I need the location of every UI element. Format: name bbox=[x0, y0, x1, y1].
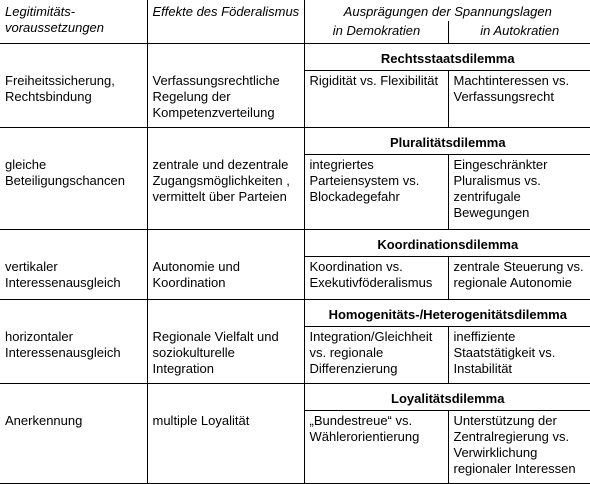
democracy-cell: Integration/Gleichheit vs. regionale Differenzierung bbox=[304, 327, 448, 384]
blank-cell bbox=[147, 300, 304, 327]
header-tension-forms: Ausprägungen der Spannungslagen bbox=[304, 0, 590, 21]
blank-cell bbox=[0, 128, 147, 155]
autocracy-cell: ineffiziente Staatstätigkeit vs. Instabilität bbox=[448, 327, 590, 384]
autocracy-cell: Machtinteressen vs. Verfassungsrecht bbox=[448, 71, 590, 128]
header-row bbox=[0, 0, 590, 21]
dilemma-title: Rechtsstaatsdilemma bbox=[304, 44, 590, 71]
header-democracies: in Demokratien bbox=[304, 21, 448, 44]
effect-cell: zentrale und dezentrale Zugangsmöglichkeiten , vermittelt über Parteien bbox=[147, 155, 304, 230]
blank-cell bbox=[0, 300, 147, 327]
dilemma-row bbox=[0, 44, 590, 71]
header-effects: Effekte des Föderalismus bbox=[147, 0, 304, 44]
democracy-cell: Rigidität vs. Flexibilität bbox=[304, 71, 448, 128]
dilemma-row bbox=[0, 300, 590, 327]
blank-cell bbox=[147, 44, 304, 71]
dilemma-row bbox=[0, 230, 590, 257]
blank-cell bbox=[0, 230, 147, 257]
legitimacy-cell: Anerkennung bbox=[0, 411, 147, 484]
dilemma-title: Koordinationsdilemma bbox=[304, 230, 590, 257]
header-autocracies: in Autokratien bbox=[448, 21, 590, 44]
effect-cell: Regionale Vielfalt und soziokulturelle Integration bbox=[147, 327, 304, 384]
table-row bbox=[0, 327, 590, 384]
democracy-cell: Koordination vs. Exekutivföderalismus bbox=[304, 257, 448, 300]
legitimacy-cell: gleiche Beteiligungschancen bbox=[0, 155, 147, 230]
dilemma-row bbox=[0, 384, 590, 411]
blank-cell bbox=[147, 128, 304, 155]
table-row bbox=[0, 257, 590, 300]
blank-cell bbox=[0, 44, 147, 71]
dilemma-row bbox=[0, 128, 590, 155]
autocracy-cell: Unterstützung der Zentralregierung vs. Verwirklichung regionaler Interessen bbox=[448, 411, 590, 484]
dilemma-title: Loyalitätsdilemma bbox=[304, 384, 590, 411]
legitimacy-cell: vertikaler Interessenausgleich bbox=[0, 257, 147, 300]
dilemma-title: Homogenitäts-/Heterogenitätsdilemma bbox=[304, 300, 590, 327]
effect-cell: multiple Loyalität bbox=[147, 411, 304, 484]
header-legitimacy: Legitimitäts- voraussetzungen bbox=[0, 0, 147, 44]
legitimacy-cell: horizontaler Interessenausgleich bbox=[0, 327, 147, 384]
effect-cell: Autonomie und Koordination bbox=[147, 257, 304, 300]
autocracy-cell: zentrale Steuerung vs. regionale Autonomie bbox=[448, 257, 590, 300]
effect-cell: Verfassungsrechtliche Regelung der Kompetenzverteilung bbox=[147, 71, 304, 128]
blank-cell bbox=[147, 384, 304, 411]
table-row bbox=[0, 71, 590, 128]
legitimacy-cell: Freiheitssicherung, Rechtsbindung bbox=[0, 71, 147, 128]
table-row bbox=[0, 411, 590, 484]
blank-cell bbox=[0, 384, 147, 411]
democracy-cell: integriertes Parteiensystem vs. Blockadegefahr bbox=[304, 155, 448, 230]
democracy-cell: „Bundestreue“ vs. Wählerorientierung bbox=[304, 411, 448, 484]
dilemma-title: Pluralitätsdilemma bbox=[304, 128, 590, 155]
autocracy-cell: Eingeschränkter Pluralismus vs. zentrifugale Bewegungen bbox=[448, 155, 590, 230]
table-row bbox=[0, 155, 590, 230]
blank-cell bbox=[147, 230, 304, 257]
